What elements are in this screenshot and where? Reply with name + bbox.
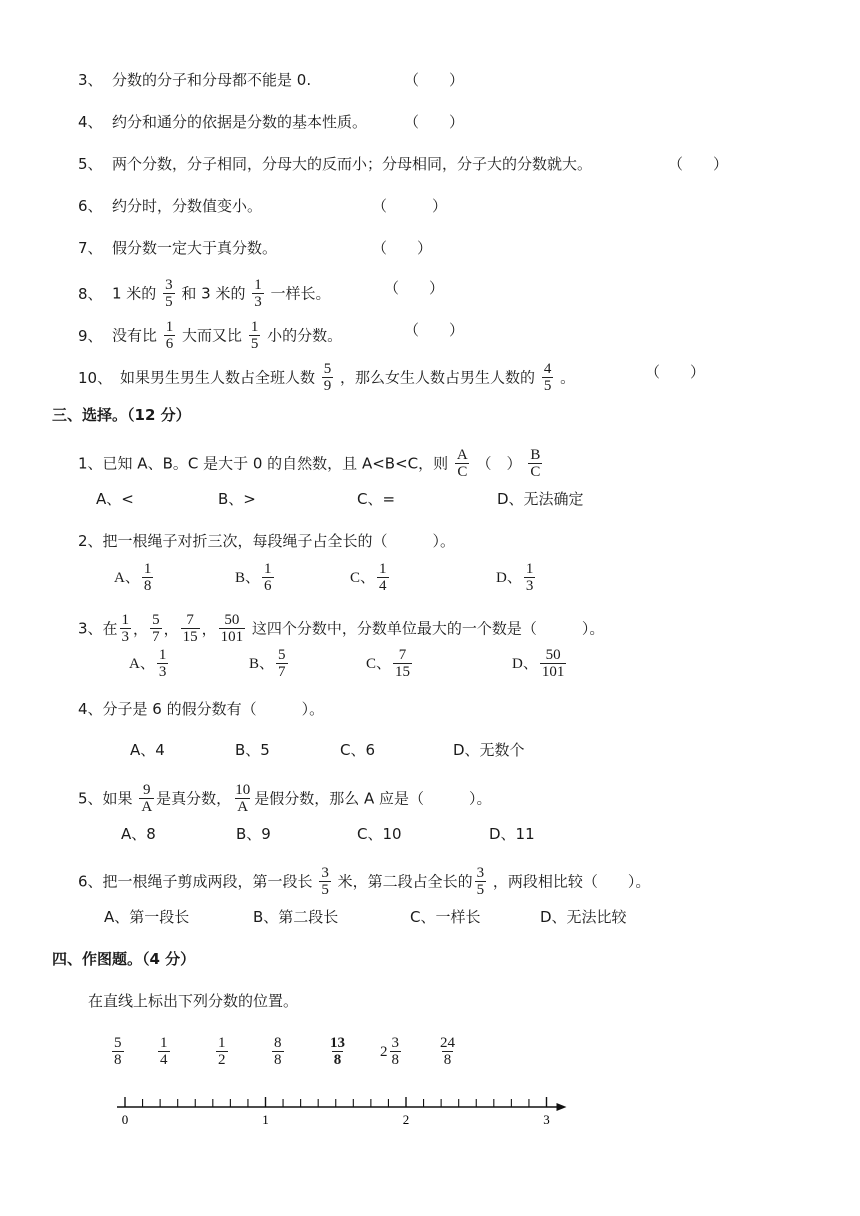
judge-question-3: [78, 70, 311, 90]
q4-stem: 4、分子是 6 的假分数有（ ）。: [78, 700, 325, 718]
q2-option-d[interactable]: D、 $\frac{1}{3}$: [496, 561, 534, 594]
judge-question-6: [78, 196, 262, 216]
q1-stem: 1、已知 A、B。C 是大于 0 的自然数，且 A<B<C，则 $\frac{A}{C}$ （ ） $\frac{B}{C}$: [78, 447, 541, 480]
numline-fraction-6: 2 $\frac{3}{8}$: [380, 1035, 399, 1068]
numline-label-2: 2: [402, 1112, 410, 1127]
option-fraction: $\frac{1}{4}$: [379, 561, 387, 594]
q5-frac-10-over-a: $\frac{10}{A}$: [235, 782, 251, 815]
q2-option-b[interactable]: B、 $\frac{1}{6}$: [235, 561, 272, 594]
numline-fraction-3: [214, 1036, 230, 1068]
q3-fraction-2: $\frac{5}{7}$: [152, 612, 160, 645]
question-text: 约分时，分数值变小。: [112, 197, 263, 215]
q6-stem: 6、把一根绳子剪成两段，第一段长 $\frac{3}{5}$ 米，第二段占全长的 $\frac{3}{5}$ ，两段相比较（ ）。: [78, 865, 651, 898]
question-text: 约分和通分的依据是分数的基本性质。: [112, 113, 368, 131]
question-number: 7、: [78, 239, 103, 257]
fraction-2: $\frac{1}{3}$: [254, 277, 262, 310]
fraction: $\frac{24}{8}$: [440, 1035, 455, 1068]
section-3-title: 三、选择。（12 分）: [52, 406, 191, 424]
numline-fraction-5: [326, 1036, 349, 1068]
q5-option-b[interactable]: B、9: [236, 825, 271, 843]
judge-question-9: 9、 没有比 $\frac{1}{6}$ 大而又比 $\frac{1}{5}$ 小的分数。: [78, 319, 343, 352]
q6-option-c[interactable]: C、一样长: [410, 908, 481, 926]
question-number: 10、: [78, 368, 113, 387]
q3-option-c[interactable]: C、 $\frac{7}{15}$: [366, 647, 411, 680]
q2-option-c[interactable]: C、 $\frac{1}{4}$: [350, 561, 387, 594]
fraction-1: $\frac{5}{9}$: [323, 361, 332, 394]
numline-fraction-2: [156, 1036, 172, 1068]
fraction: $\frac{8}{8}$: [274, 1035, 282, 1068]
q1-option-b[interactable]: B、>: [218, 490, 256, 508]
q2-stem: 2、把一根绳子对折三次，每段绳子占全长的（ ）。: [78, 532, 456, 550]
numline-label-3: 3: [543, 1112, 550, 1127]
q5-option-a[interactable]: A、8: [121, 825, 156, 843]
q6-frac-2: $\frac{3}{5}$: [476, 865, 485, 898]
q2-option-a[interactable]: A、 $\frac{1}{8}$: [114, 561, 152, 594]
section-4-title: 四、作图题。（4 分）: [52, 950, 196, 968]
answer-blank-5[interactable]: （ ）: [668, 155, 729, 173]
answer-blank-6[interactable]: （ ）: [372, 197, 448, 215]
answer-blank-9[interactable]: （ ）: [404, 321, 465, 339]
q3-option-d[interactable]: D、 $\frac{50}{101}$: [512, 647, 565, 680]
numline-fraction-7: [436, 1036, 459, 1068]
section-4-instruction: 在直线上标出下列分数的位置。: [88, 992, 299, 1010]
q3-option-a[interactable]: A、 $\frac{1}{3}$: [129, 647, 167, 680]
q6-option-d[interactable]: D、无法比较: [540, 908, 627, 926]
q3-stem: 3、在 $\frac{1}{3}$ ， $\frac{5}{7}$ ， $\frac{7}{15}$ ， $\frac{50}{101}$ 这四个分数中，分数单位最大的一个数是（ ）。: [78, 612, 605, 645]
question-number: 9、: [78, 326, 103, 345]
q1-option-a[interactable]: A、<: [96, 490, 134, 508]
q6-frac-1: $\frac{3}{5}$: [321, 865, 329, 898]
option-fraction: $\frac{7}{15}$: [395, 647, 411, 680]
question-number: 3、: [78, 71, 103, 89]
option-fraction: $\frac{50}{101}$: [541, 647, 565, 680]
option-fraction: $\frac{1}{3}$: [158, 647, 167, 680]
q6-option-a[interactable]: A、第一段长: [104, 908, 190, 926]
fraction-2: $\frac{4}{5}$: [543, 361, 552, 394]
answer-blank-4[interactable]: （ ）: [404, 113, 465, 131]
answer-blank-7[interactable]: （ ）: [372, 239, 433, 257]
q3-option-b[interactable]: B、 $\frac{5}{7}$: [249, 647, 286, 680]
q5-frac-9-over-a: $\frac{9}{A}$: [141, 782, 153, 815]
q4-option-d[interactable]: D、无数个: [453, 741, 525, 759]
q4-option-b[interactable]: B、5: [235, 741, 270, 759]
fraction: $\frac{13}{8}$: [330, 1035, 345, 1068]
judge-question-8: 8、 1 米的 $\frac{3}{5}$ 和 3 米的 $\frac{1}{3}$ 一样长。: [78, 277, 331, 310]
question-number: 6、: [78, 197, 103, 215]
fraction: $\frac{1}{4}$: [160, 1035, 168, 1068]
q1-option-d[interactable]: D、无法确定: [497, 490, 584, 508]
option-fraction: $\frac{1}{3}$: [525, 561, 534, 594]
fraction-1: $\frac{1}{6}$: [165, 319, 174, 352]
q1-frac-a-over-c: $\frac{A}{C}$: [456, 447, 468, 480]
option-fraction: $\frac{5}{7}$: [278, 647, 286, 680]
numline-fraction-4: [270, 1036, 286, 1068]
question-text: 两个分数，分子相同，分母大的反而小；分母相同，分子大的分数就大。: [112, 155, 593, 173]
numline-label-0: 0: [121, 1112, 129, 1127]
judge-question-4: [78, 112, 367, 132]
q4-option-c[interactable]: C、6: [340, 741, 376, 759]
numline-fraction-1: [110, 1036, 126, 1068]
question-number: 8、: [78, 284, 103, 303]
fraction: $\frac{5}{8}$: [114, 1035, 122, 1068]
fraction-1: $\frac{3}{5}$: [165, 277, 173, 310]
fraction: $\frac{1}{2}$: [218, 1035, 226, 1068]
q1-answer-blank[interactable]: （ ）: [476, 454, 522, 473]
q6-option-b[interactable]: B、第二段长: [253, 908, 339, 926]
q1-frac-b-over-c: $\frac{B}{C}$: [530, 447, 541, 480]
option-fraction: $\frac{1}{6}$: [264, 561, 272, 594]
question-text: 分数的分子和分母都不能是 0.: [112, 71, 312, 89]
judge-question-10: 10、 如果男生男生人数占全班人数 $\frac{5}{9}$ ，那么女生人数占男生人数的 $\frac{4}{5}$ 。: [78, 361, 576, 394]
q4-option-a[interactable]: A、4: [130, 741, 165, 759]
judge-question-7: [78, 238, 277, 258]
numline-label-1: 1: [262, 1112, 269, 1127]
q3-fraction-4: $\frac{50}{101}$: [220, 612, 244, 645]
question-number: 5、: [78, 155, 103, 173]
option-fraction: $\frac{1}{8}$: [143, 561, 152, 594]
question-number: 4、: [78, 113, 103, 131]
answer-blank-8[interactable]: （ ）: [384, 279, 445, 297]
q3-fraction-3: $\frac{7}{15}$: [182, 612, 198, 645]
judge-question-5: [78, 154, 592, 174]
answer-blank-3[interactable]: （ ）: [404, 71, 465, 89]
q5-stem: 5、如果 $\frac{9}{A}$ 是真分数， $\frac{10}{A}$ 是假分数，那么 A 应是（ ）。: [78, 782, 492, 815]
question-text: 假分数一定大于真分数。: [112, 239, 278, 257]
q5-option-d[interactable]: D、11: [489, 825, 535, 843]
numline-arrow: [557, 1103, 567, 1111]
q1-option-c[interactable]: C、=: [357, 490, 396, 508]
fraction: $\frac{3}{8}$: [391, 1035, 399, 1068]
answer-blank-10[interactable]: （ ）: [645, 363, 706, 381]
fraction-2: $\frac{1}{5}$: [250, 319, 259, 352]
q5-option-c[interactable]: C、10: [357, 825, 402, 843]
q3-fraction-1: $\frac{1}{3}$: [121, 612, 130, 645]
